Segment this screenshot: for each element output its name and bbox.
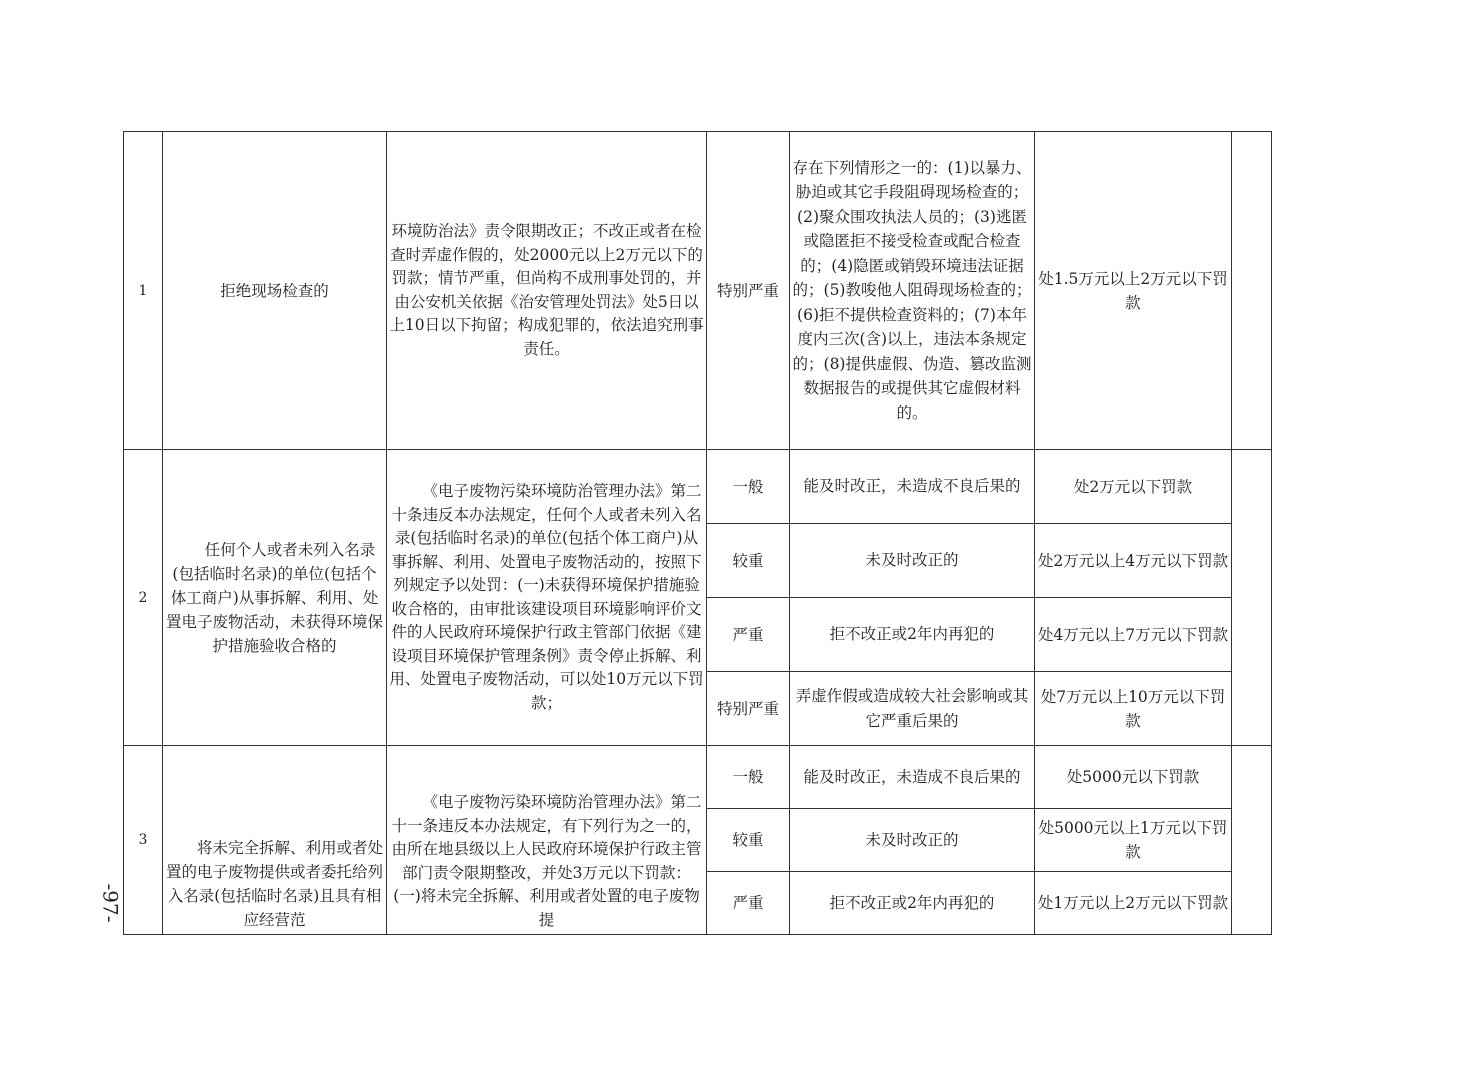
penalty-standards-table	[123, 131, 1272, 935]
severity-condition: 未及时改正的	[790, 524, 1035, 598]
penalty-standard: 处7万元以上10万元以下罚款	[1035, 672, 1232, 746]
severity-condition: 存在下列情形之一的：(1)以暴力、胁迫或其它手段阻碍现场检查的；(2)聚众围攻执法人员的；(3)逃匿或隐匿拒不接受检查或配合检查的；(4)隐匿或销毁环境违法证据的；(5)教唆他人阻碍现场检查的；(6)拒不提供检查资料的；(7)本年度内三次(含)以上，违法本条规定的；(8)提供虚假、伪造、篡改监测数据报告的或提供其它虚假材料的。	[790, 132, 1035, 450]
severity-level: 一般	[707, 746, 790, 809]
remarks-cell	[1232, 132, 1272, 450]
legal-basis-text: 《电子废物污染环境防治管理办法》第二十一条违反本办法规定，有下列行为之一的，由所在地县级以上人民政府环境保护行政主管部门责令限期整改，并处3万元以下罚款：(一)将未完全拆解、利用或者处置的电子废物提	[391, 793, 702, 929]
penalty-standard: 处1.5万元以上2万元以下罚款	[1035, 132, 1232, 450]
penalty-standard: 处4万元以上7万元以下罚款	[1035, 598, 1232, 672]
violation-behavior	[163, 450, 387, 746]
severity-condition: 未及时改正的	[790, 809, 1035, 872]
severity-level: 较重	[707, 809, 790, 872]
legal-basis-text: 《电子废物污染环境防治管理办法》第二十条违反本办法规定，任何个人或者未列入名录(包括临时名录)的单位(包括个体工商户)从事拆解、利用、处置电子废物活动的，按照下列规定予以处罚：(一)未获得环境保护措施验收合格的，由审批该建设项目环境影响评价文件的人民政府环境保护行政主管部门依据《建设项目环境保护管理条例》责令停止拆解、利用、处置电子废物活动，可以处10万元以下罚款；	[389, 482, 704, 712]
page-number	[97, 868, 123, 938]
row-number: 3	[124, 746, 163, 935]
violation-behavior-text: 将未完全拆解、利用或者处置的电子废物提供或者委托给列入名录(包括临时名录)且具有相应经营范	[165, 839, 383, 929]
severity-level: 严重	[707, 872, 790, 935]
violation-behavior-text: 任何个人或者未列入名录(包括临时名录)的单位(包括个体工商户)从事拆解、利用、处置电子废物活动，未获得环境保护措施验收合格的	[165, 540, 383, 655]
legal-basis	[387, 746, 707, 935]
violation-behavior: 拒绝现场检查的	[163, 132, 387, 450]
penalty-standard: 处2万元以下罚款	[1035, 450, 1232, 524]
penalty-standard: 处5000元以下罚款	[1035, 746, 1232, 809]
severity-level: 较重	[707, 524, 790, 598]
row-number: 2	[124, 450, 163, 746]
penalty-standard: 处1万元以上2万元以下罚款	[1035, 872, 1232, 935]
page-number-text: -97-	[98, 883, 122, 923]
violation-behavior	[163, 746, 387, 935]
remarks-cell	[1232, 746, 1272, 935]
severity-level: 特别严重	[707, 132, 790, 450]
table-row	[124, 746, 1272, 809]
severity-condition: 能及时改正，未造成不良后果的	[790, 746, 1035, 809]
remarks-cell	[1232, 450, 1272, 746]
table-row	[124, 132, 1272, 450]
severity-level: 一般	[707, 450, 790, 524]
severity-level: 特别严重	[707, 672, 790, 746]
legal-basis: 环境防治法》责令限期改正；不改正或者在检查时弄虚作假的，处2000元以上2万元以下的罚款；情节严重，但尚构不成刑事处罚的，并由公安机关依据《治安管理处罚法》处5日以上10日以下拘留；构成犯罪的，依法追究刑事责任。	[387, 132, 707, 450]
penalty-standard: 处2万元以上4万元以下罚款	[1035, 524, 1232, 598]
penalty-standard: 处5000元以上1万元以下罚款	[1035, 809, 1232, 872]
severity-condition: 拒不改正或2年内再犯的	[790, 872, 1035, 935]
severity-condition: 拒不改正或2年内再犯的	[790, 598, 1035, 672]
row-number: 1	[124, 132, 163, 450]
severity-condition: 弄虚作假或造成较大社会影响或其它严重后果的	[790, 672, 1035, 746]
severity-level: 严重	[707, 598, 790, 672]
legal-basis	[387, 450, 707, 746]
table-row	[124, 450, 1272, 524]
severity-condition: 能及时改正，未造成不良后果的	[790, 450, 1035, 524]
